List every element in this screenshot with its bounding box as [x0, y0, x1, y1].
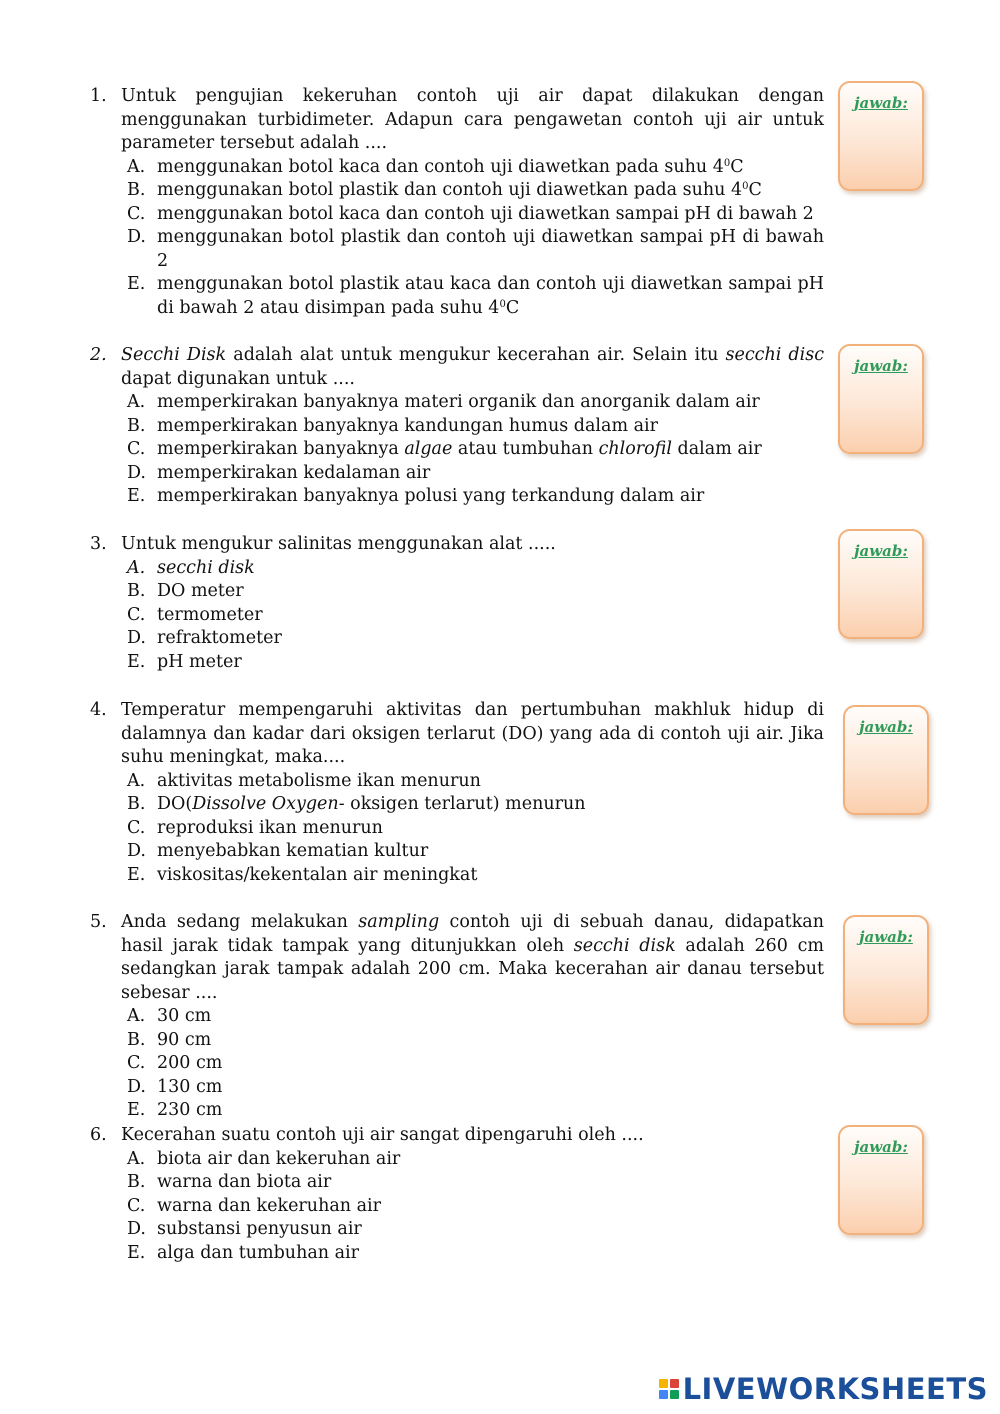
question-3-stem — [90, 533, 824, 557]
option-list — [90, 770, 824, 888]
option-letter: E. — [127, 1100, 146, 1120]
option-list — [90, 1005, 824, 1123]
option-b — [127, 179, 824, 203]
option-c — [127, 203, 824, 227]
option-d — [127, 1218, 824, 1242]
option-letter: B. — [127, 1172, 146, 1192]
option-e — [127, 1099, 824, 1123]
option-letter: B. — [127, 794, 146, 814]
option-letter: C. — [127, 604, 146, 625]
option-text: secchi disk — [157, 557, 255, 578]
option-text: warna dan kekeruhan air — [157, 1195, 382, 1216]
option-c — [127, 1052, 824, 1076]
option-letter: E. — [127, 486, 146, 506]
option-e — [127, 485, 824, 509]
option-text: 200 cm — [157, 1053, 223, 1073]
question-6-stem — [90, 1124, 824, 1148]
answer-box-6[interactable] — [838, 1125, 924, 1235]
term-secchi-disk: secchi disk — [573, 935, 676, 956]
brand-name: LIVEWORKSHEETS — [682, 1372, 988, 1406]
option-letter: C. — [127, 203, 146, 224]
question-number: 3. — [90, 534, 107, 554]
question-text: Untuk mengukur salinitas menggunakan alat ..... — [121, 534, 556, 554]
option-text-end: - oksigen terlarut) menurun — [338, 794, 586, 814]
option-letter: C. — [127, 1195, 146, 1216]
option-b — [127, 1171, 824, 1195]
option-text: menggunakan botol kaca dan contoh uji diawetkan sampai pH di bawah 2 — [157, 203, 814, 224]
logo-square — [670, 1379, 679, 1388]
option-letter: C. — [127, 1053, 146, 1073]
unit-text: C — [505, 297, 520, 318]
option-letter: E. — [127, 274, 146, 294]
term-chlorofil: chlorofil — [598, 439, 672, 459]
option-letter: C. — [127, 439, 146, 459]
term-secchi-disk: Secchi Disk — [121, 345, 227, 365]
option-e — [127, 273, 824, 320]
question-6 — [90, 1124, 824, 1265]
question-1-stem — [90, 85, 824, 156]
logo-square — [670, 1390, 679, 1399]
option-text: termometer — [157, 604, 263, 625]
option-letter: A. — [127, 1148, 146, 1169]
option-letter: D. — [127, 841, 146, 861]
question-number: 5. — [90, 912, 107, 932]
answer-label: jawab: — [859, 928, 913, 946]
term-algae: algae — [404, 439, 453, 459]
liveworksheets-logo — [659, 1372, 988, 1406]
answer-label: jawab: — [854, 357, 908, 375]
question-5 — [90, 911, 824, 1123]
option-letter: B. — [127, 581, 146, 601]
option-d — [127, 627, 824, 651]
option-text: alga dan tumbuhan air — [157, 1242, 360, 1263]
option-text-end: dalam air — [671, 439, 762, 459]
answer-box-3[interactable] — [838, 529, 924, 639]
option-list — [90, 557, 824, 675]
option-text: menggunakan botol plastik dan contoh uji diawetkan pada suhu 4 — [157, 180, 743, 200]
option-letter: D. — [127, 1219, 146, 1239]
option-list — [90, 156, 824, 321]
option-a — [127, 770, 824, 794]
option-letter: C. — [127, 817, 146, 838]
option-text: 230 cm — [157, 1100, 223, 1120]
option-text: viskositas/kekentalan air meningkat — [157, 864, 478, 885]
option-text: memperkirakan banyaknya — [157, 439, 405, 459]
option-d — [127, 840, 824, 864]
option-list — [90, 1148, 824, 1266]
option-letter: E. — [127, 1242, 146, 1263]
option-letter: E. — [127, 864, 146, 885]
question-3 — [90, 533, 824, 674]
unit-text: C — [748, 180, 762, 200]
option-text: 30 cm — [157, 1006, 212, 1026]
option-text: pH meter — [157, 651, 242, 672]
logo-square — [659, 1379, 668, 1388]
option-a — [127, 1148, 824, 1172]
option-a — [127, 557, 824, 581]
option-text: aktivitas metabolisme ikan menurun — [157, 770, 481, 791]
option-letter: B. — [127, 415, 146, 436]
option-d — [127, 1076, 824, 1100]
option-text: DO meter — [157, 581, 244, 601]
term-dissolve-oxygen: Dissolve Oxygen — [192, 794, 339, 814]
option-b — [127, 580, 824, 604]
option-e — [127, 651, 824, 675]
degree-superscript: 0 — [723, 157, 731, 169]
option-c — [127, 1195, 824, 1219]
option-d — [127, 226, 824, 273]
question-5-stem — [90, 911, 824, 1005]
question-text: Anda sedang melakukan — [121, 912, 359, 932]
question-text-end: adalah 260 cm sedangkan jarak tampak adalah 200 cm. Maka kecerahan air danau tersebut sebesar .... — [121, 935, 824, 1003]
question-number: 1. — [90, 86, 107, 106]
option-letter: D. — [127, 1076, 146, 1097]
option-text: substansi penyusun air — [157, 1219, 362, 1239]
answer-label: jawab: — [859, 718, 913, 736]
option-a — [127, 391, 824, 415]
option-b — [127, 1029, 824, 1053]
question-number: 4. — [90, 700, 107, 720]
question-number: 6. — [90, 1125, 107, 1145]
logo-squares-icon — [659, 1379, 679, 1399]
option-letter: E. — [127, 651, 146, 672]
question-text: Kecerahan suatu contoh uji air sangat dipengaruhi oleh .... — [121, 1125, 644, 1145]
option-text: menggunakan botol kaca dan contoh uji diawetkan pada suhu 4 — [157, 156, 724, 177]
option-e — [127, 864, 824, 888]
option-text: biota air dan kekeruhan air — [157, 1148, 401, 1169]
option-text: refraktometer — [157, 628, 282, 648]
option-text: menggunakan botol plastik dan contoh uji diawetkan sampai pH di bawah 2 — [157, 227, 824, 271]
question-text: Temperatur mempengaruhi aktivitas dan pertumbuhan makhluk hidup di dalamnya dan kadar dari oksigen terlarut (DO) yang ada di contoh uji air. Jika suhu meningkat, maka.... — [121, 700, 824, 767]
option-letter: D. — [127, 227, 146, 247]
question-1 — [90, 85, 824, 320]
option-text: memperkirakan kedalaman air — [157, 462, 431, 483]
option-text: warna dan biota air — [157, 1172, 332, 1192]
option-letter: A. — [127, 1006, 146, 1026]
option-a — [127, 156, 824, 180]
option-letter: B. — [127, 1029, 146, 1050]
option-e — [127, 1242, 824, 1266]
option-c — [127, 817, 824, 841]
option-text: memperkirakan banyaknya kandungan humus dalam air — [157, 415, 659, 436]
option-letter: A. — [127, 770, 146, 791]
answer-label: jawab: — [854, 542, 908, 560]
option-letter: B. — [127, 180, 146, 200]
option-c — [127, 604, 824, 628]
option-d — [127, 462, 824, 486]
option-b — [127, 793, 824, 817]
option-text: menyebabkan kematian kultur — [157, 841, 429, 861]
option-letter: A. — [127, 392, 146, 412]
answer-box-5[interactable] — [843, 915, 929, 1025]
answer-box-1[interactable] — [838, 81, 924, 191]
question-number: 2. — [90, 345, 107, 365]
option-a — [127, 1005, 824, 1029]
answer-box-4[interactable] — [843, 705, 929, 815]
term-sampling: sampling — [358, 912, 440, 932]
option-text: 90 cm — [157, 1029, 212, 1050]
question-2-stem — [90, 344, 824, 391]
question-text-mid: contoh uji di sebuah danau, didapatkan hasil jarak tidak tampak yang ditunjukkan oleh — [121, 912, 825, 956]
question-4 — [90, 699, 824, 887]
option-text: menggunakan botol plastik atau kaca dan contoh uji diawetkan sampai pH di bawah 2 atau disimpan pada suhu 4 — [157, 274, 824, 318]
degree-superscript: 0 — [742, 181, 749, 192]
option-letter: D. — [127, 462, 146, 483]
option-letter: D. — [127, 628, 146, 648]
option-list — [90, 391, 824, 509]
option-text: reproduksi ikan menurun — [157, 817, 383, 838]
unit-text: C — [730, 156, 744, 177]
answer-box-2[interactable] — [838, 344, 924, 454]
option-letter: A. — [127, 557, 146, 578]
option-c — [127, 438, 824, 462]
answer-label: jawab: — [854, 94, 908, 112]
answer-label: jawab: — [854, 1138, 908, 1156]
question-2 — [90, 344, 824, 509]
logo-square — [659, 1390, 668, 1399]
term-secchi-disc: secchi disc — [725, 345, 825, 365]
option-text: DO( — [157, 794, 193, 814]
question-4-stem — [90, 699, 824, 770]
question-text-end: dapat digunakan untuk .... — [121, 368, 355, 389]
option-text: 130 cm — [157, 1076, 223, 1097]
question-text: adalah alat untuk mengukur kecerahan air. Selain itu — [226, 345, 726, 365]
question-text: Untuk pengujian kekeruhan contoh uji air dapat dilakukan dengan menggunakan turbidimeter. Adapun cara pengawetan contoh uji air untuk parameter tersebut adalah .... — [121, 86, 824, 153]
option-b — [127, 415, 824, 439]
degree-superscript: 0 — [499, 298, 506, 310]
option-text: memperkirakan banyaknya materi organik dan anorganik dalam air — [157, 392, 760, 412]
option-letter: A. — [127, 156, 146, 177]
option-text-mid: atau tumbuhan — [452, 439, 599, 459]
option-text: memperkirakan banyaknya polusi yang terkandung dalam air — [157, 486, 705, 506]
